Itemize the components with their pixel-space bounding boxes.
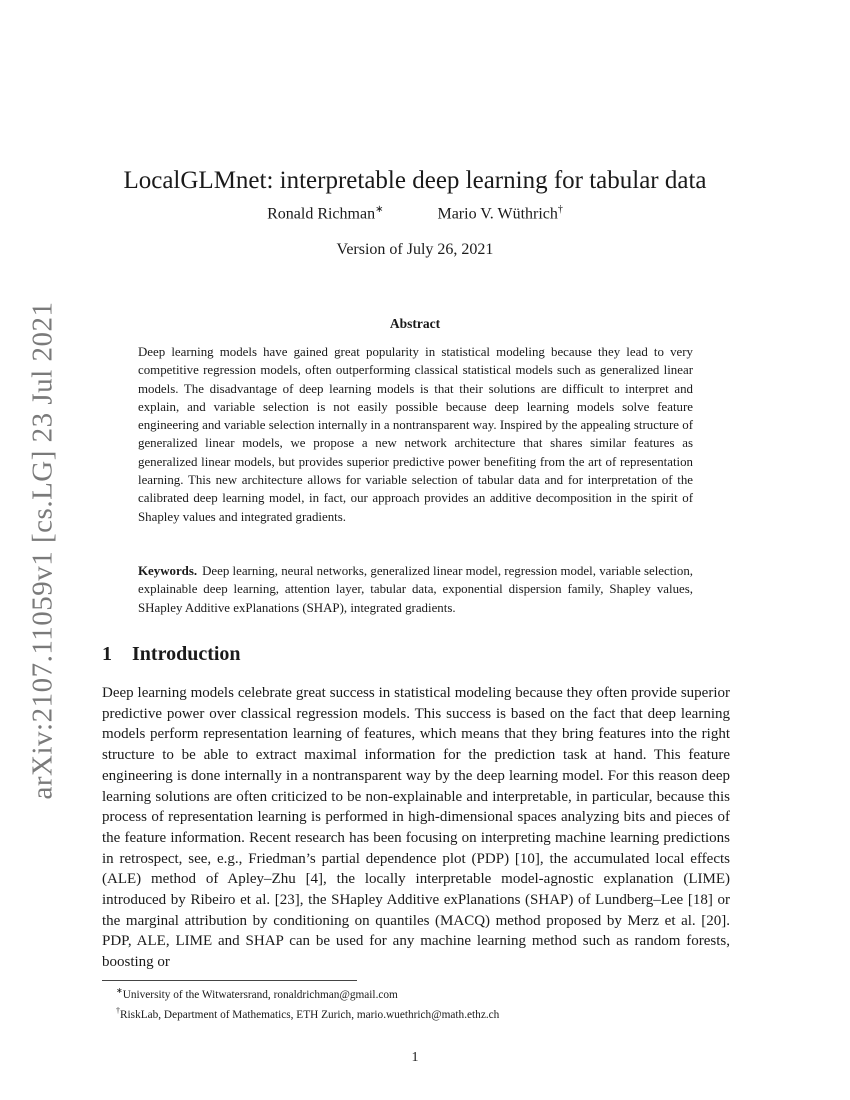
author-1-name: Ronald Richman — [267, 205, 376, 223]
section-title: Introduction — [132, 643, 241, 665]
author-1-footnote-mark: ∗ — [375, 204, 384, 215]
arxiv-identifier-stamp — [18, 300, 68, 800]
introduction-text: Deep learning models celebrate great success in statistical modeling because they often provide superior predictive power over classical regression models. This success is based on the fact that deep learning models perform representation learning of features, which means that they bring features into the right structure to be able to extract maximal information for the prediction task at hand. This feature engineering is done internally in a nontransparent way by the deep learning model. For this reason deep learning solutions are often criticized to be non-explainable and interpretable, in particular, because this process of representation learning is performed in high-dimensional spaces analyzing bits and pieces of the feature information. Recent research has been focusing on interpreting machine learning predictions in retrospect, see, e.g., Friedman’s partial dependence plot (PDP) [10], the accumulated local effects (ALE) method of Apley–Zhu [4], the locally interpretable model-agnostic explanation (LIME) introduced by Ribeiro et al. [23], the SHapley Additive exPlanations (SHAP) of Lundberg–Lee [18] or the marginal attribution by conditioning on quantiles (MACQ) method proposed by Merz et al. [20]. PDP, ALE, LIME and SHAP can be used for any machine learning method such as random forests, boosting or — [102, 685, 730, 971]
keywords-text: Deep learning, neural networks, generalized linear model, regression model, variable selection, explainable deep learning, attention layer, tabular data, exponential dispersion family, Shapley values, SHapley Additive exPlanations (SHAP), integrated gradients. — [138, 564, 693, 615]
abstract-text: Deep learning models have gained great popularity in statistical modeling because they lead to very competitive regression models, often outperforming classical statistical models such as generalized linear models. The disadvantage of deep learning models is that their solutions are difficult to interpret and explain, and variable selection is not easily possible because deep learning models solve feature engineering and variable selection internally in a nontransparent way. Inspired by the appealing structure of generalized linear models, we propose a new network architecture that shares similar features as generalized linear models, but provides superior predictive power benefiting from the art of representation learning. This new architecture allows for variable selection of tabular data and for interpretation of the calibrated deep learning model, in fact, our approach provides an additive decomposition in the spirit of Shapley values and integrated gradients. — [138, 345, 693, 524]
author-list — [100, 204, 730, 223]
section-number: 1 — [102, 643, 112, 665]
paper-title: LocalGLMnet: interpretable deep learning for tabular data — [123, 166, 707, 194]
author-2 — [437, 204, 562, 223]
footnotes — [102, 983, 730, 1023]
footnote-2 — [102, 1003, 730, 1023]
footnote-2-mark: † — [116, 1005, 120, 1015]
keywords-paragraph — [138, 562, 693, 617]
footnote-1 — [102, 983, 730, 1003]
footnote-1-text: University of the Witwatersrand, ronaldrichman@gmail.com — [122, 988, 398, 1001]
abstract-heading: Abstract — [389, 316, 441, 331]
page-number: 1 — [411, 1050, 419, 1065]
author-2-name: Mario V. Wüthrich — [437, 205, 558, 223]
footnote-divider — [102, 980, 357, 981]
keywords-label: Keywords. — [138, 564, 198, 578]
version-date: Version of July 26, 2021 — [336, 241, 494, 258]
author-2-footnote-mark: † — [557, 204, 563, 215]
footnote-1-mark: ∗ — [116, 986, 123, 995]
arxiv-identifier-text: arXiv:2107.11059v1 [cs.LG] 23 Jul 2021 — [26, 301, 59, 799]
section-heading-introduction — [102, 643, 241, 666]
footnote-2-text: RiskLab, Department of Mathematics, ETH Zurich, mario.wuethrich@math.ethz.ch — [120, 1008, 500, 1021]
author-1 — [267, 204, 383, 223]
